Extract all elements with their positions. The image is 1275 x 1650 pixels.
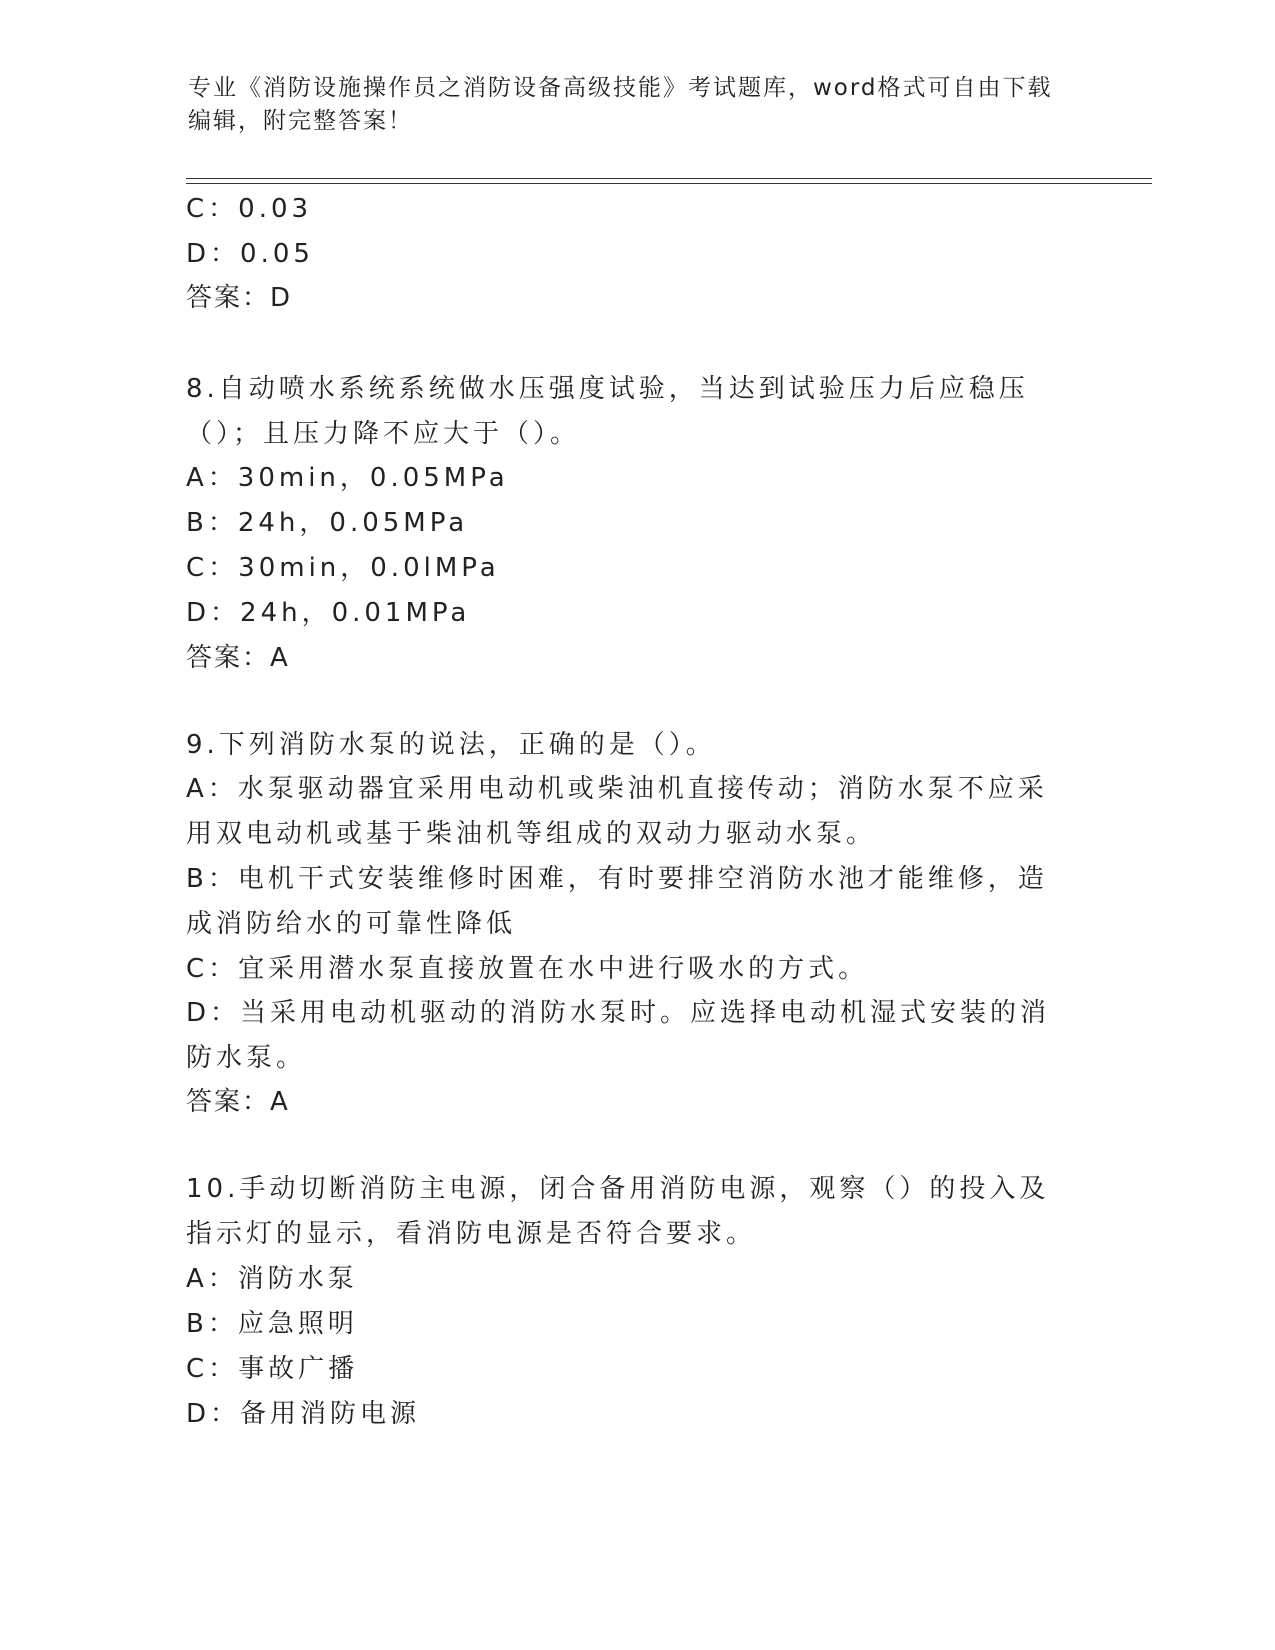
q8-option-d: D：24h，0.01MPa	[186, 598, 471, 628]
q8-answer: 答案：A	[186, 643, 290, 673]
header-rule-bottom	[186, 183, 1152, 184]
q10-stem: 10.手动切断消防主电源，闭合备用消防电源，观察（）的投入及指示灯的显示，看消防电源是否符合要求。	[186, 1174, 1050, 1249]
q10-option-b: B：应急照明	[186, 1309, 358, 1339]
q10-option-c: C：事故广播	[186, 1354, 359, 1384]
q10-option-d: D：备用消防电源	[186, 1399, 421, 1429]
q9-stem: 9.下列消防水泵的说法，正确的是（）。	[186, 730, 716, 760]
intro-text: 专业《消防设施操作员之消防设备高级技能》考试题库，word格式可自由下载编辑，附完整答案！	[188, 75, 1053, 134]
q10-option-a: A：消防水泵	[186, 1264, 358, 1294]
header-rule-top	[186, 178, 1152, 179]
q8-stem: 8.自动喷水系统系统做水压强度试验，当达到试验压力后应稳压（）；且压力降不应大于（）。	[186, 374, 1029, 449]
q9-option-a: A：水泵驱动器宜采用电动机或柴油机直接传动；消防水泵不应采用双电动机或基于柴油机等组成的双动力驱动水泵。	[186, 774, 1048, 849]
q9-option-d: D：当采用电动机驱动的消防水泵时。应选择电动机湿式安装的消防水泵。	[186, 998, 1051, 1073]
q9-option-b: B：电机干式安装维修时困难，有时要排空消防水池才能维修，造成消防给水的可靠性降低	[186, 864, 1048, 939]
q9-answer: 答案：A	[186, 1087, 290, 1117]
q7-answer: 答案：D	[186, 283, 293, 313]
q9-option-c: C：宜采用潜水泵直接放置在水中进行吸水的方式。	[186, 954, 869, 984]
q7-option-c: C：0.03	[186, 194, 313, 224]
q7-option-d: D：0.05	[186, 239, 314, 269]
q8-option-a: A：30min，0.05MPa	[186, 463, 509, 493]
q8-option-c: C：30min，0.0lMPa	[186, 553, 500, 583]
q8-option-b: B：24h，0.05MPa	[186, 508, 469, 538]
